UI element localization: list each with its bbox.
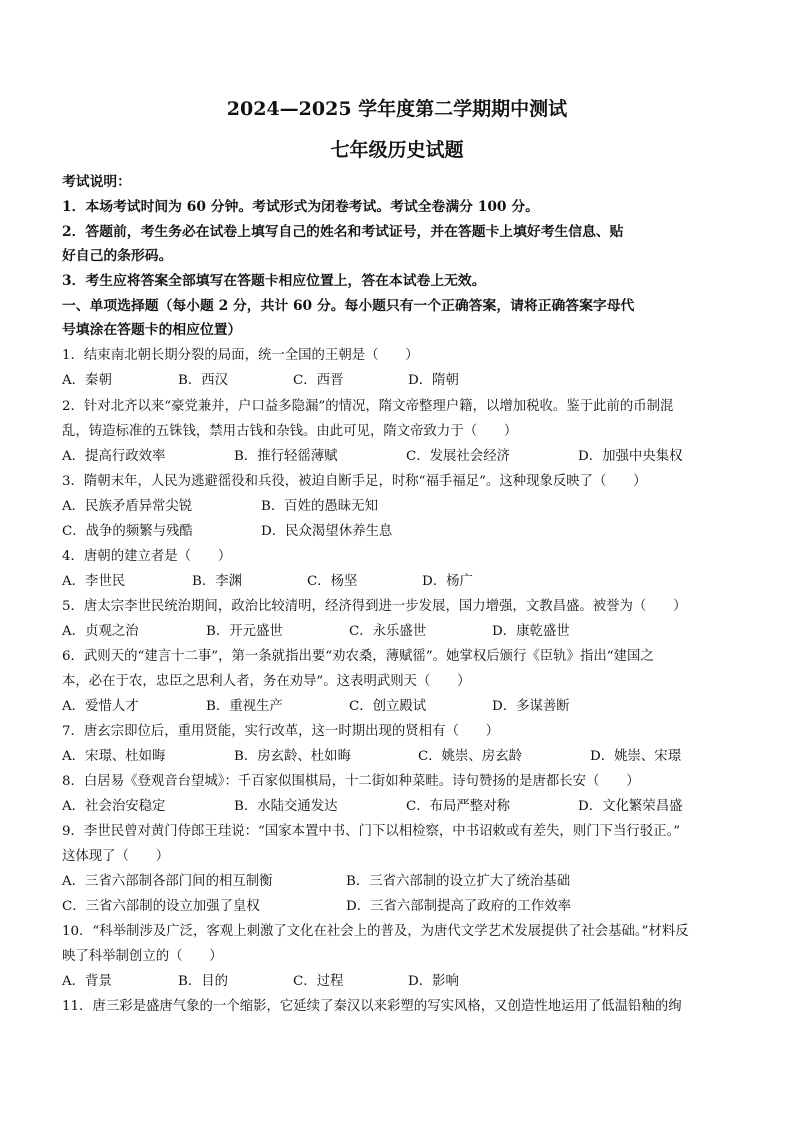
q6-option-b: B．重视生产	[206, 699, 283, 714]
instruction-item: 1．本场考试时间为 60 分钟。考试形式为闭卷考试。考试全卷满分 100 分。	[62, 199, 539, 215]
q9-option-a: A．三省六部制各部门间的相互制衡	[62, 874, 273, 889]
q9-option-c: C．三省六部制的设立加强了皇权	[62, 899, 260, 914]
q6-option-c: C．创立殿试	[349, 699, 427, 714]
q7-option-d: D．姚崇、宋璟	[590, 749, 682, 764]
q10-option-d: D．影响	[408, 974, 459, 989]
q3-option-d: D．民众渴望休养生息	[261, 524, 393, 539]
q2-option-c: C．发展社会经济	[406, 449, 510, 464]
question-9-stem-cont: 这体现了（ ）	[62, 849, 170, 864]
q3-option-c: C．战争的频繁与残酷	[62, 524, 193, 539]
q10-option-b: B．目的	[178, 974, 229, 989]
question-6-stem-cont: 本，必在于农，忠臣之思利人者，务在劝导”。这表明武则天（ ）	[62, 674, 471, 689]
q1-option-b: B．西汉	[178, 373, 229, 388]
q5-option-b: B．开元盛世	[206, 624, 283, 639]
q7-option-a: A．宋璟、杜如晦	[62, 749, 166, 764]
q8-option-c: C．布局严整对称	[406, 799, 510, 814]
q1-option-a: A．秦朝	[62, 373, 112, 388]
section-heading-cont: 号填涂在答题卡的相应位置）	[62, 322, 242, 338]
instruction-item: 3．考生应将答案全部填写在答题卡相应位置上，答在本试卷上无效。	[62, 273, 486, 289]
q2-option-d: D．加强中央集权	[578, 449, 683, 464]
section-heading: 一、单项选择题（每小题 2 分，共计 60 分。每小题只有一个正确答案，请将正确答案字母代	[62, 298, 635, 314]
q10-option-c: C．过程	[293, 974, 344, 989]
question-4-stem: 4．唐朝的建立者是（ ）	[62, 549, 232, 564]
q3-option-a: A．民族矛盾异常尖锐	[62, 499, 193, 514]
q1-option-c: C．西晋	[293, 373, 344, 388]
q7-option-b: B．房玄龄、杜如晦	[234, 749, 351, 764]
q8-option-d: D．文化繁荣昌盛	[578, 799, 683, 814]
q4-option-a: A．李世民	[62, 574, 126, 589]
q6-option-d: D．多谋善断	[492, 699, 570, 714]
question-7-stem: 7．唐玄宗即位后，重用贤能，实行改革，这一时期出现的贤相有（ ）	[62, 724, 500, 739]
question-10-stem-cont: 映了科举制创立的（ ）	[62, 949, 223, 964]
q4-option-d: D．杨广	[422, 574, 473, 589]
exam-subtitle: 七年级历史试题	[330, 139, 464, 161]
question-6-stem: 6．武则天的“建言十二事”，第一条就指出要“劝农桑，薄赋徭”。她掌权后颁行《臣轨》指出“建国之	[62, 649, 654, 664]
instruction-item: 好自己的条形码。	[62, 248, 173, 264]
q5-option-a: A．贞观之治	[62, 624, 139, 639]
q6-option-a: A．爱惜人才	[62, 699, 139, 714]
question-11-stem: 11．唐三彩是盛唐气象的一个缩影，它延续了秦汉以来彩塑的写实风格，又创造性地运用了低温铅釉的绚	[62, 999, 682, 1014]
q8-option-a: A．社会治安稳定	[62, 799, 166, 814]
exam-title: 2024—2025 学年度第二学期期中测试	[226, 98, 568, 120]
question-2-stem: 2．针对北齐以来“豪党兼并，户口益多隐漏”的情况，隋文帝整理户籍，以增加税收。鉴于此前的币制混	[62, 399, 674, 414]
q5-option-d: D．康乾盛世	[492, 624, 570, 639]
q4-option-c: C．杨坚	[307, 574, 358, 589]
q8-option-b: B．水陆交通发达	[234, 799, 338, 814]
q9-option-b: B．三省六部制的设立扩大了统治基础	[346, 874, 571, 889]
question-9-stem: 9．李世民曾对黄门侍郎王珪说：“国家本置中书、门下以相检察，中书诏敕或有差失，则门下当行驳正。”	[62, 824, 681, 839]
question-1-stem: 1．结束南北朝长期分裂的局面，统一全国的王朝是（ ）	[62, 348, 419, 363]
q4-option-b: B．李渊	[192, 574, 243, 589]
instruction-item: 2．答题前，考生务必在试卷上填写自己的姓名和考试证号，并在答题卡上填好考生信息、贴	[62, 224, 624, 240]
q7-option-c: C．姚崇、房玄龄	[418, 749, 522, 764]
q3-option-b: B．百姓的愚昧无知	[261, 499, 378, 514]
q1-option-d: D．隋朝	[408, 373, 459, 388]
question-2-stem-cont: 乱，铸造标准的五铢钱，禁用古钱和杂钱。由此可见，隋文帝致力于（ ）	[62, 424, 518, 439]
question-10-stem: 10．“科举制涉及广泛，客观上刺激了文化在社会上的普及，为唐代文学艺术发展提供了社会基础。”材料反	[62, 924, 689, 939]
instructions-heading: 考试说明：	[62, 174, 131, 190]
q2-option-a: A．提高行政效率	[62, 449, 166, 464]
q5-option-c: C．永乐盛世	[349, 624, 427, 639]
question-8-stem: 8．白居易《登观音台望城》：千百家似围棋局，十二街如种菜畦。诗句赞扬的是唐都长安（ ）	[62, 774, 640, 789]
q2-option-b: B．推行轻徭薄赋	[234, 449, 338, 464]
question-3-stem: 3．隋朝末年，人民为逃避徭役和兵役，被迫自断手足，时称“福手福足”。这种现象反映了（ ）	[62, 474, 647, 489]
q9-option-d: D．三省六部制提高了政府的工作效率	[346, 899, 571, 914]
q10-option-a: A．背景	[62, 974, 112, 989]
question-5-stem: 5．唐太宗李世民统治期间，政治比较清明，经济得到进一步发展，国力增强，文教昌盛。被誉为（ ）	[62, 599, 687, 614]
